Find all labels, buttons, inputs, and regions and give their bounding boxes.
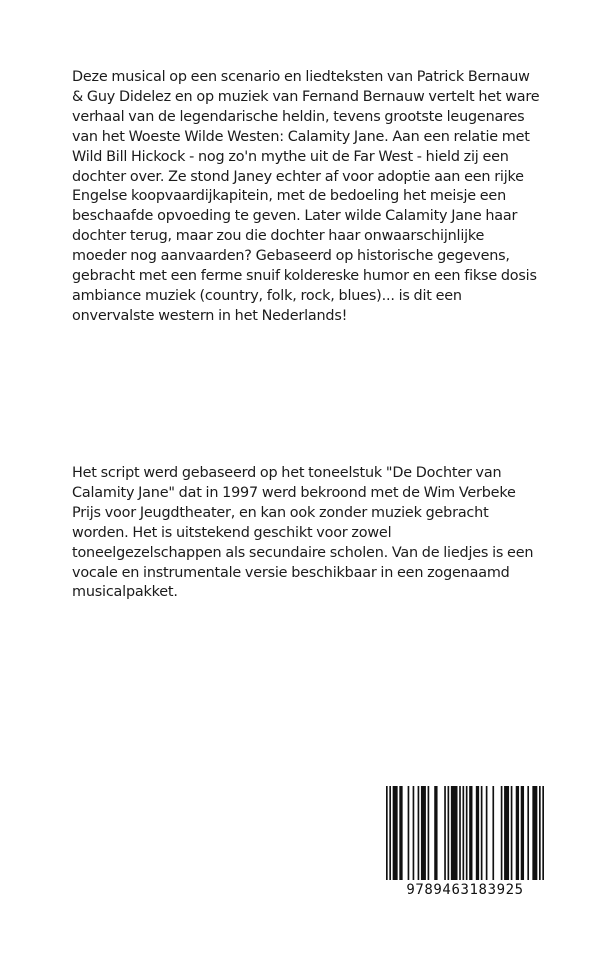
- isbn-number: 9789463183925: [406, 882, 524, 898]
- description-paragraph: Deze musical op een scenario en liedteksten van Patrick Bernauw & Guy Didelez en op muziek van Fernand Bernauw vertelt het ware verhaal van de legendarische heldin, tevens grootste leugenares van het Woeste Wilde Westen: Calamity Jane. Aan een relatie met Wild Bill Hickock - nog zo'n mythe uit de Far West - hield zij een dochter over. Ze stond Janey echter af voor adoptie aan een rijke Engelse koopvaardijkapitein, met de bedoeling het meisje een beschaafde opvoeding te geven. Later wilde Calamity Jane haar dochter terug, maar zou die dochter haar onwaarschijnlijke moeder nog aanvaarden? Gebaseerd op historische gegevens, gebracht met een ferme snuif koldereske humor en een fikse dosis ambiance muziek (country, folk, rock, blues)... is dit een onvervalste western in het Nederlands!: [72, 69, 540, 324]
- barcode-bar-11: [448, 786, 450, 880]
- barcode-bar-17: [476, 786, 479, 880]
- barcode-bar-15: [466, 786, 468, 880]
- barcode-bar-2: [393, 786, 398, 880]
- barcode-bar-16: [469, 786, 472, 880]
- barcode-bars: [386, 786, 544, 880]
- barcode-bar-3: [399, 786, 402, 880]
- barcode-bar-28: [539, 786, 541, 880]
- barcode-bar-23: [511, 786, 513, 880]
- isbn-barcode: [386, 786, 544, 906]
- barcode-bar-25: [521, 786, 524, 880]
- barcode-bar-19: [486, 786, 488, 880]
- barcode-bar-12: [451, 786, 458, 880]
- barcode-bar-21: [501, 786, 503, 880]
- barcode-bar-14: [463, 786, 465, 880]
- barcode-bar-4: [408, 786, 410, 880]
- barcode-bar-27: [532, 786, 537, 880]
- barcode-bar-20: [492, 786, 494, 880]
- barcode-bar-7: [421, 786, 426, 880]
- barcode-bar-10: [444, 786, 446, 880]
- barcode-bar-13: [459, 786, 461, 880]
- barcode-bar-8: [428, 786, 430, 880]
- barcode-bar-18: [481, 786, 483, 880]
- barcode-bar-26: [527, 786, 529, 880]
- barcode-bar-9: [434, 786, 437, 880]
- barcode-bar-0: [386, 786, 388, 880]
- script-info-paragraph: Het script werd gebaseerd op het toneelstuk "De Dochter van Calamity Jane" dat in 1997 werd bekroond met de Wim Verbeke Prijs voor Jeugdtheater, en kan ook zonder muziek gebracht worden. Het is uitstekend geschikt voor zowel toneelgezelschappen als secundaire scholen. Van de liedjes is een vocale en instrumentale versie beschikbaar in een zogenaamd musicalpakket.: [72, 465, 534, 601]
- barcode-bar-29: [542, 786, 544, 880]
- barcode-bar-22: [504, 786, 509, 880]
- barcode-bar-6: [418, 786, 420, 880]
- barcode-bar-5: [413, 786, 415, 880]
- barcode-bar-1: [389, 786, 391, 880]
- barcode-bar-24: [516, 786, 519, 880]
